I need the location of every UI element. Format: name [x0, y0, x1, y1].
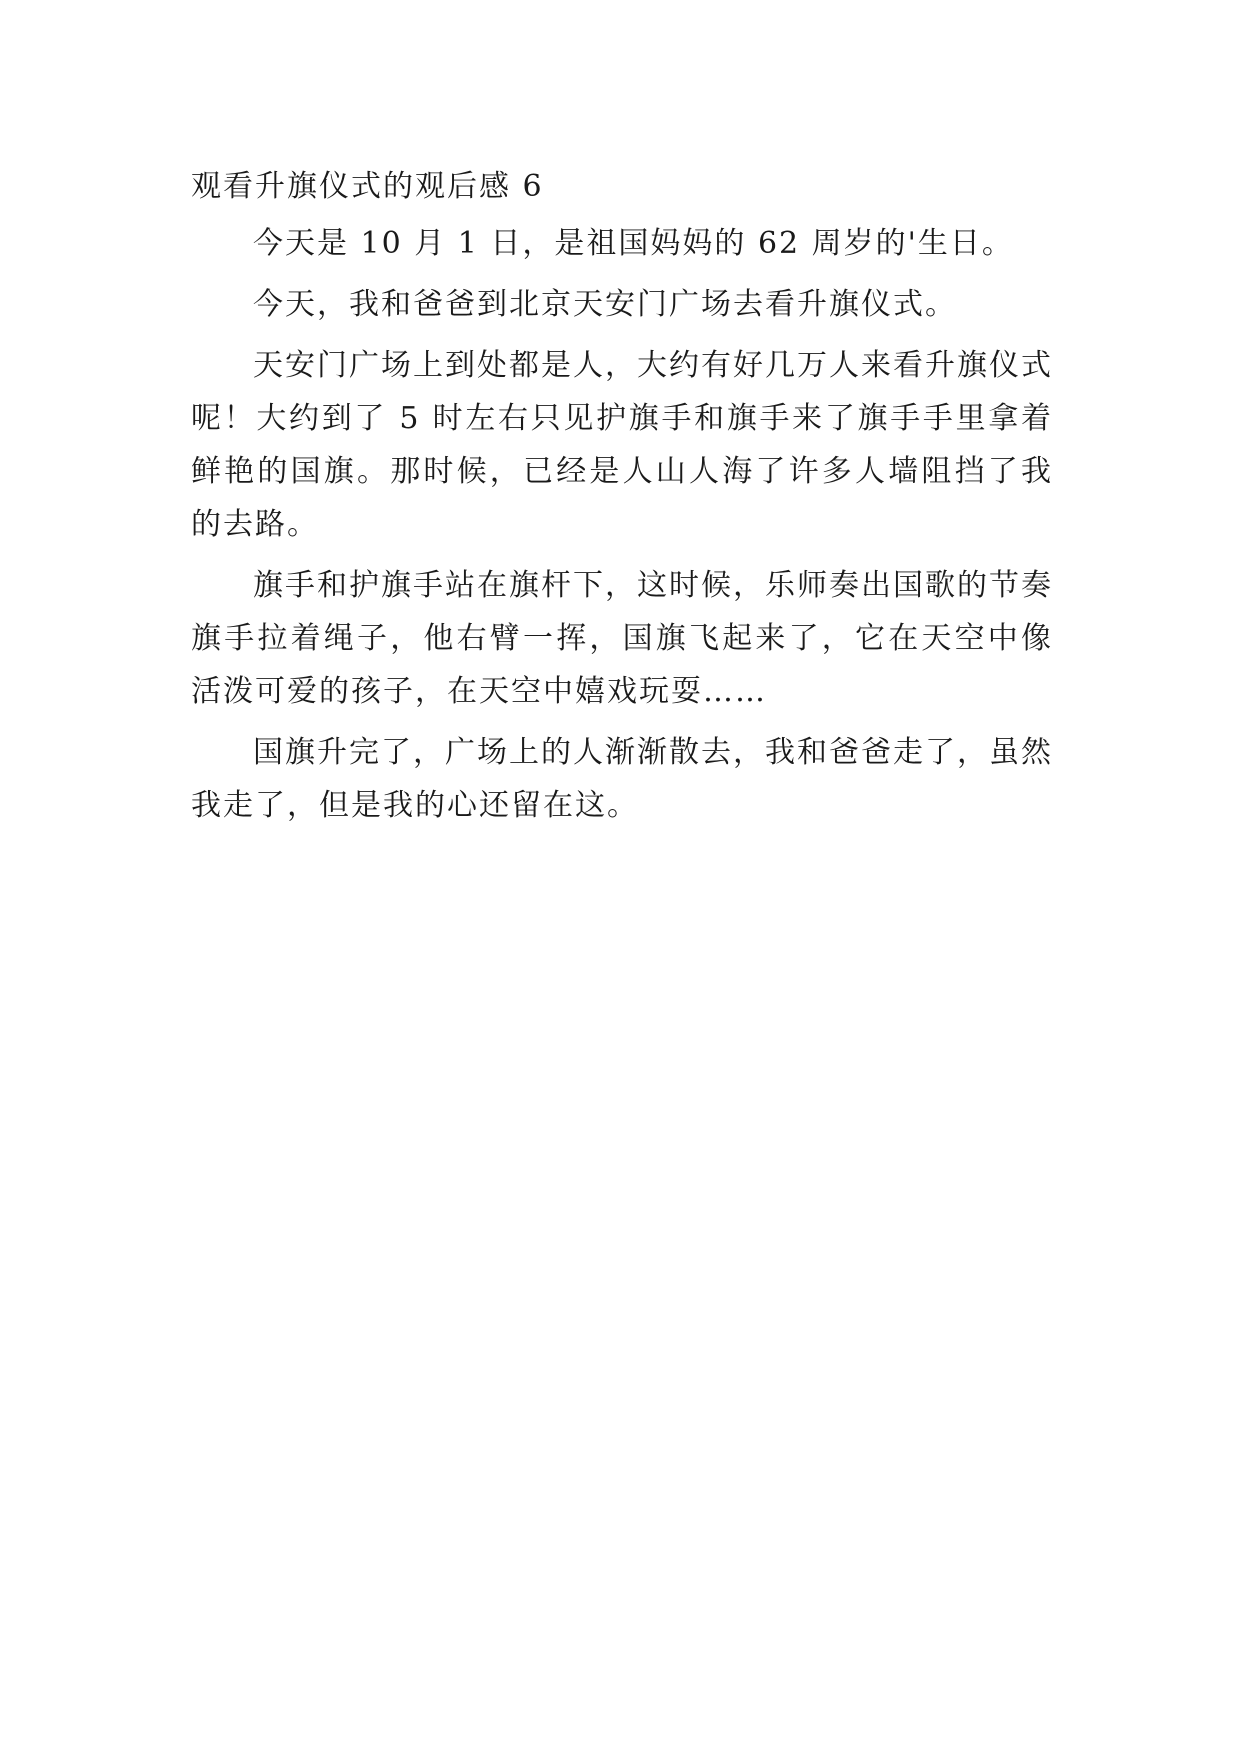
document-body	[191, 160, 1053, 840]
paragraph-3: 天安门广场上到处都是人，大约有好几万人来看升旗仪式呢！大约到了 5 时左右只见护旗手和旗手来了旗手手里拿着鲜艳的国旗。那时候，已经是人山人海了许多人墙阻挡了我的去路。	[191, 348, 1053, 542]
paragraph-4: 旗手和护旗手站在旗杆下，这时候，乐师奏出国歌的节奏旗手拉着绳子，他右臂一挥，国旗飞起来了，它在天空中像活泼可爱的孩子，在天空中嬉戏玩耍……	[191, 568, 1053, 709]
paragraph-2: 今天，我和爸爸到北京天安门广场去看升旗仪式。	[253, 287, 957, 322]
paragraph-1: 今天是 10 月 1 日，是祖国妈妈的 62 周岁的'生日。	[253, 226, 1014, 261]
document-title: 观看升旗仪式的观后感 6	[191, 169, 544, 204]
paragraph-5: 国旗升完了，广场上的人渐渐散去，我和爸爸走了，虽然我走了，但是我的心还留在这。	[191, 735, 1053, 823]
